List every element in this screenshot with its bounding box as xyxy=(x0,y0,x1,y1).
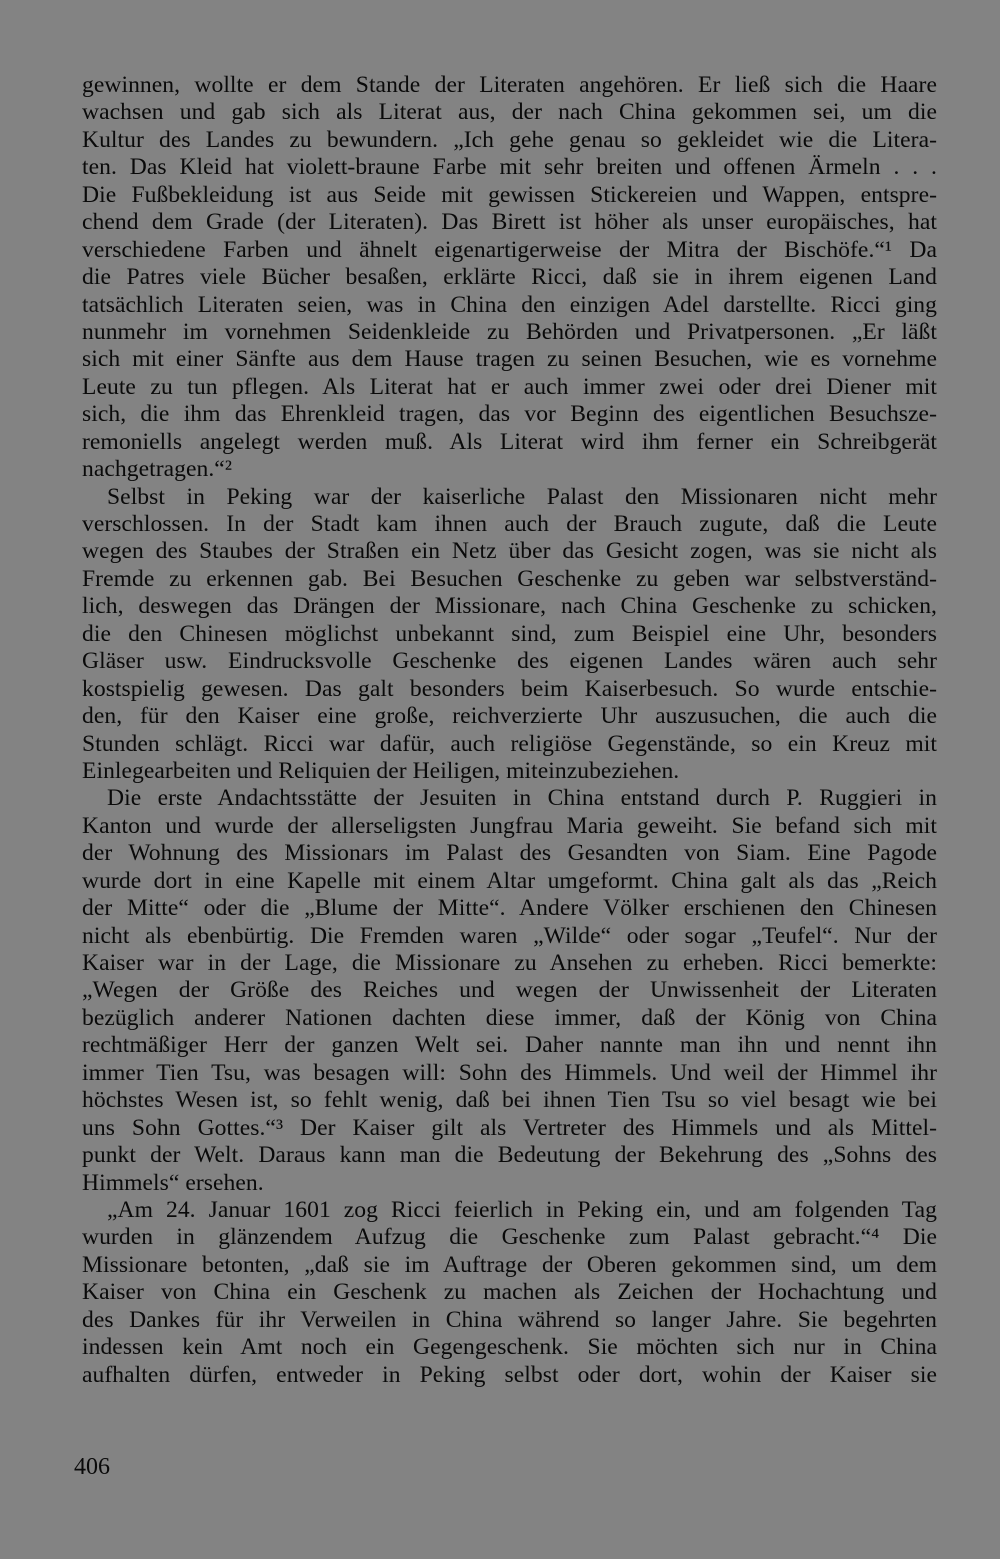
text-line: Leute zu tun pflegen. Als Literat hat er auch immer zwei oder drei Diener mit xyxy=(82,373,937,400)
text-line: die den Chinesen möglichst unbekannt sind, zum Beispiel eine Uhr, besonders xyxy=(82,620,937,647)
text-line: die Patres viele Bücher besaßen, erklärte Ricci, daß sie in ihrem eigenen Land xyxy=(82,264,937,291)
text-line: Kaiser von China ein Geschenk zu machen als Zeichen der Hochachtung und xyxy=(82,1279,937,1306)
text-line: gewinnen, wollte er dem Stande der Literaten angehören. Er ließ sich die Haare xyxy=(82,72,937,98)
text-line: den, für den Kaiser eine große, reichverzierte Uhr auszusuchen, die auch die xyxy=(82,703,937,730)
text-line: der Wohnung des Missionars im Palast des Gesandten von Siam. Eine Pagode xyxy=(82,840,937,867)
text-line: Missionare betonten, „daß sie im Auftrage der Oberen gekommen sind, um dem xyxy=(82,1251,937,1278)
text-line: verschlossen. In der Stadt kam ihnen auch der Brauch zugute, daß die Leute xyxy=(82,511,937,537)
text-line: Die erste Andachtsstätte der Jesuiten in China entstand durch P. Ruggieri in xyxy=(107,785,937,812)
text-line: remoniells angelegt werden muß. Als Literat wird ihm ferner ein Schreibgerät xyxy=(82,428,937,455)
text-line: uns Sohn Gottes.“³ Der Kaiser gilt als Vertreter des Himmels und als Mittel- xyxy=(82,1114,937,1141)
text-line: der Mitte“ oder die „Blume der Mitte“. Andere Völker erschienen den Chinesen xyxy=(82,895,937,922)
text-line: rechtmäßiger Herr der ganzen Welt sei. Daher nannte man ihn und nennt ihn xyxy=(82,1032,937,1059)
text-line: sich mit einer Sänfte aus dem Hause tragen zu seinen Besuchen, wie es vornehme xyxy=(82,346,937,373)
text-line: höchstes Wesen ist, so fehlt wenig, daß bei ihnen Tien Tsu so viel besagt wie bei xyxy=(82,1087,937,1114)
text-line: lich, deswegen das Drängen der Missionare, nach China Geschenke zu schicken, xyxy=(82,593,937,620)
text-line: kostspielig gewesen. Das galt besonders beim Kaiserbesuch. So wurde entschie- xyxy=(82,675,937,702)
text-line: Gläser usw. Eindrucksvolle Geschenke des eigenen Landes wären auch sehr xyxy=(82,648,937,675)
text-line: Stunden schlägt. Ricci war dafür, auch religiöse Gegenstände, so ein Kreuz mit xyxy=(82,730,937,757)
text-line: Einlegearbeiten und Reliquien der Heiligen, miteinzubeziehen. xyxy=(82,757,680,784)
text-line: verschiedene Farben und ähnelt eigenartigerweise der Mitra der Bischöfe.“¹ Da xyxy=(82,236,937,263)
text-line: wachsen und gab sich als Literat aus, der nach China gekommen sei, um die xyxy=(82,99,937,126)
text-line: wurde dort in eine Kapelle mit einem Altar umgeformt. China galt als das „Reich xyxy=(82,867,937,894)
page-number: 406 xyxy=(74,1454,110,1480)
text-line: indessen kein Amt noch ein Gegengeschenk. Sie möchten sich nur in China xyxy=(82,1334,937,1361)
text-line: „Am 24. Januar 1601 zog Ricci feierlich in Peking ein, und am folgenden Tag xyxy=(107,1196,937,1223)
text-line: bezüglich anderer Nationen dachten diese immer, daß der König von China xyxy=(82,1004,937,1031)
text-line: nunmehr im vornehmen Seidenkleide zu Behörden und Privatpersonen. „Er läßt xyxy=(82,318,937,345)
body-text xyxy=(82,72,937,1389)
text-line: Kultur des Landes zu bewundern. „Ich gehe genau so gekleidet wie die Litera- xyxy=(82,126,937,153)
text-line: Selbst in Peking war der kaiserliche Palast den Missionaren nicht mehr xyxy=(107,483,937,510)
text-line: tatsächlich Literaten seien, was in China den einzigen Adel darstellte. Ricci ging xyxy=(82,291,937,318)
text-line: „Wegen der Größe des Reiches und wegen der Unwissenheit der Literaten xyxy=(82,977,937,1004)
text-line: wurden in glänzendem Aufzug die Geschenke zum Palast gebracht.“⁴ Die xyxy=(82,1224,937,1251)
text-line: Fremde zu erkennen gab. Bei Besuchen Geschenke zu geben war selbstverständ- xyxy=(82,565,937,592)
text-line: nachgetragen.“² xyxy=(82,456,232,483)
text-line: Kanton und wurde der allerseligsten Jungfrau Maria geweiht. Sie befand sich mit xyxy=(82,812,937,839)
text-line: Kaiser war in der Lage, die Missionare zu Ansehen zu erheben. Ricci bemerkte: xyxy=(82,950,937,976)
text-line: immer Tien Tsu, was besagen will: Sohn des Himmels. Und weil der Himmel ihr xyxy=(82,1059,937,1086)
text-line: sich, die ihm das Ehrenkleid tragen, das vor Beginn des eigentlichen Besuchsze- xyxy=(82,401,937,428)
text-line: punkt der Welt. Daraus kann man die Bedeutung der Bekehrung des „Sohns des xyxy=(82,1142,937,1169)
text-line: Himmels“ ersehen. xyxy=(82,1169,264,1196)
text-line: Die Fußbekleidung ist aus Seide mit gewissen Stickereien und Wappen, entspre- xyxy=(82,181,937,208)
text-line: wegen des Staubes der Straßen ein Netz über das Gesicht zogen, was sie nicht als xyxy=(82,538,937,565)
text-line: aufhalten dürfen, entweder in Peking selbst oder dort, wohin der Kaiser sie xyxy=(82,1361,937,1388)
text-line: des Dankes für ihr Verweilen in China während so langer Jahre. Sie begehrten xyxy=(82,1306,937,1333)
text-line: ten. Das Kleid hat violett-braune Farbe mit sehr breiten und offenen Ärmeln . . . xyxy=(82,154,937,181)
text-line: chend dem Grade (der Literaten). Das Birett ist höher als unser europäisches, hat xyxy=(82,209,937,236)
text-line: nicht als ebenbürtig. Die Fremden waren „Wilde“ oder sogar „Teufel“. Nur der xyxy=(82,922,937,949)
